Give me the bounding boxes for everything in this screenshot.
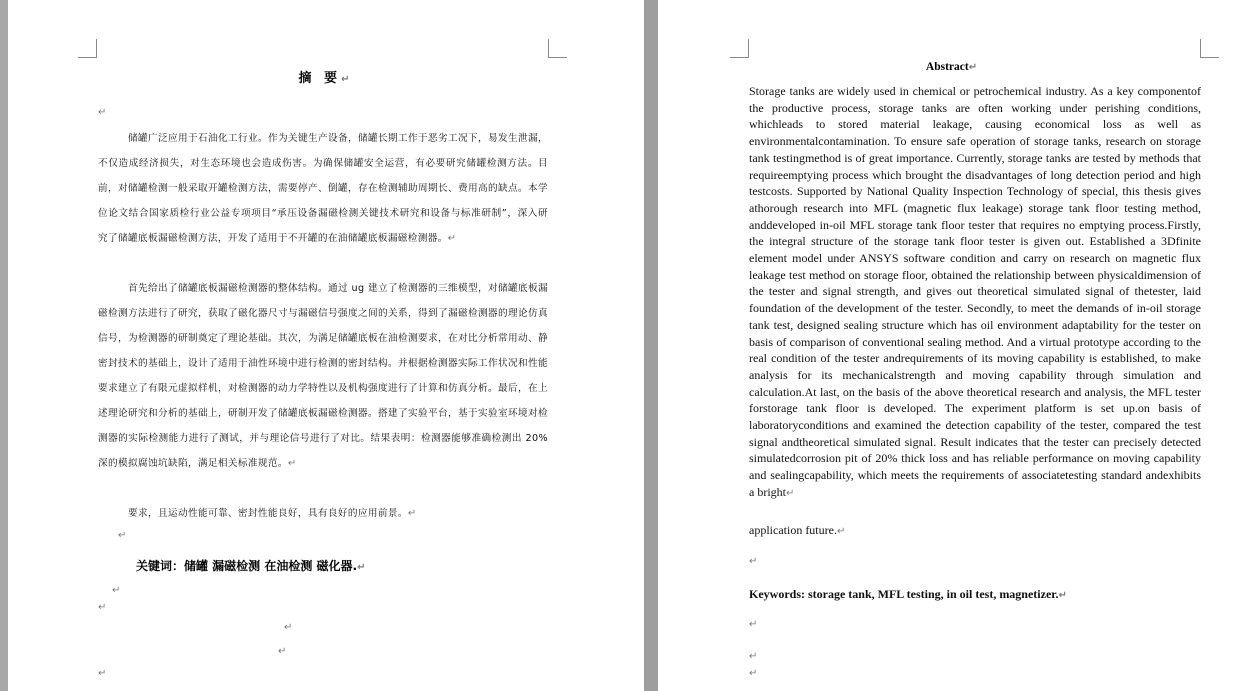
document-page-english-abstract[interactable] — [658, 0, 1245, 691]
paragraph-mark: ↵ — [112, 585, 121, 596]
chinese-abstract-paragraph-1: 储罐广泛应用于石油化工行业。作为关键生产设备，储罐长期工作于恶劣工况下，易发生泄漏，不仅造成经济损失，对生态环境也会造成伤害。为确保储罐安全运营，有必要研究储罐检测方法。目前，对储罐检测一般采取开罐检测方法，需要停产、倒罐，存在检测辅助周期长、费用高的缺点。本学位论文结合国家质检行业公益专项项目“承压设备漏磁检测关键技术研究和设备与标准研制”，深入研究了储罐底板漏磁检测方法，开发了适用于不开罐的在油储罐底板漏磁检测器。↵ — [98, 133, 548, 244]
paragraph-mark: ↵ — [278, 646, 287, 657]
paragraph-mark: ↵ — [749, 619, 758, 630]
paragraph-mark: ↵ — [749, 668, 758, 679]
chinese-abstract-paragraph-2: 首先给出了储罐底板漏磁检测器的整体结构。通过 ug 建立了检测器的三维模型，对储罐底板漏磁检测方法进行了研究，获取了磁化器尺寸与漏磁信号强度之间的关系，得到了漏磁检测器的理论仿真信号，为检测器的研制奠定了理论基础。其次，为满足储罐底板在油检测要求，在对比分析常用动、静密封技术的基础上，设计了适用于油性环境中进行检测的密封结构。并根据检测器实际工作状况和性能要求建立了有限元虚拟样机，对检测器的动力学特性以及机构强度进行了计算和仿真分析。最后，在上述理论研究和分析的基础上，研制开发了储罐底板漏磁检测器。搭建了实验平台，基于实验室环境对检测器的实际检测能力进行了测试，并与理论信号进行了对比。结果表明：检测器能够准确检测出 20%深的模拟腐蚀坑缺陷，满足相关标准规范。↵ — [98, 283, 548, 469]
paragraph-mark: ↵ — [98, 668, 107, 679]
document-page-chinese-abstract[interactable] — [8, 0, 644, 691]
paragraph-mark: ↵ — [749, 651, 758, 662]
chinese-abstract-title: 摘 要↵ — [298, 71, 354, 86]
crop-mark-top-left — [730, 39, 749, 58]
crop-mark-top-right — [1200, 39, 1219, 58]
english-abstract-tail: application future.↵ — [749, 523, 846, 537]
workspace-background-left — [0, 0, 8, 691]
paragraph-mark: ↵ — [118, 530, 127, 541]
paragraph-mark: ↵ — [98, 602, 107, 613]
paragraph-mark: ↵ — [284, 622, 293, 633]
chinese-abstract-paragraph-3: 要求，且运动性能可靠、密封性能良好，具有良好的应用前景。↵ — [128, 508, 417, 519]
chinese-keywords: 关键词：储罐 漏磁检测 在油检测 磁化器.↵ — [136, 559, 366, 573]
workspace-background-middle — [644, 0, 658, 691]
english-abstract-body: Storage tanks are widely used in chemical or petrochemical industry. As a key componentof the productive process, storage tanks are often working under perishing conditions, whichleads to stored material leakage, causing economical loss as well as environmentalcontamination. To ensure safe operation of storage tanks, research on storage tank testingmethod is of great importance. Currently, storage tanks are tested by methods that requireemptying process which brought the disadvantages of long detection period and high testcosts. Supported by National Quality Inspection Technology of special, this thesis gives athorough research into MFL (magnetic flux leakage) storage tank floor testing method, anddeveloped in-oil MFL storage tank floor tester that requires no emptying process.Firstly, the integral structure of the storage tank floor tester is given out. Established a 3Dfinite element model under ANSYS software condition and carry on research on magnetic flux leakage test method on storage floor, obtained the relationship between physicaldimension of the tester and signal strength, and gives out theoretical simulated signal of thetester, laid foundation of the development of the tester. Secondly, to meet the demands of in-oil storage tank test, designed sealing structure which has oil environment adaptability for the tester on basis of comparison of conventional sealing method. And a virtual prototype according to the real condition of the tester andrequirements of its moving capability is established, to make analysis for its mechanicalstrength and moving capability through simulation and calculation.At last, on the basis of the above theoretical research and analysis, the MFL tester forstorage tank floor is developed. The experiment platform is set up.on basis of laboratoryconditions and examined the detection capability of the tester, compared the test signal andtheoretical simulated signal. Result indicates that the tester can precisely detected simulatedcorrosion pit of 20% thick loss and has reliable performance on moving capability and sealingcapability, which meets the requirements of associatetesting standard andexhibits a bright↵ — [749, 84, 1201, 499]
english-keywords: Keywords: storage tank, MFL testing, in oil test, magnetizer.↵ — [749, 587, 1067, 601]
english-abstract-title: Abstract↵ — [925, 61, 978, 73]
crop-mark-top-left — [78, 39, 97, 58]
crop-mark-top-right — [548, 39, 567, 58]
paragraph-mark: ↵ — [749, 556, 758, 567]
paragraph-mark: ↵ — [98, 107, 107, 118]
